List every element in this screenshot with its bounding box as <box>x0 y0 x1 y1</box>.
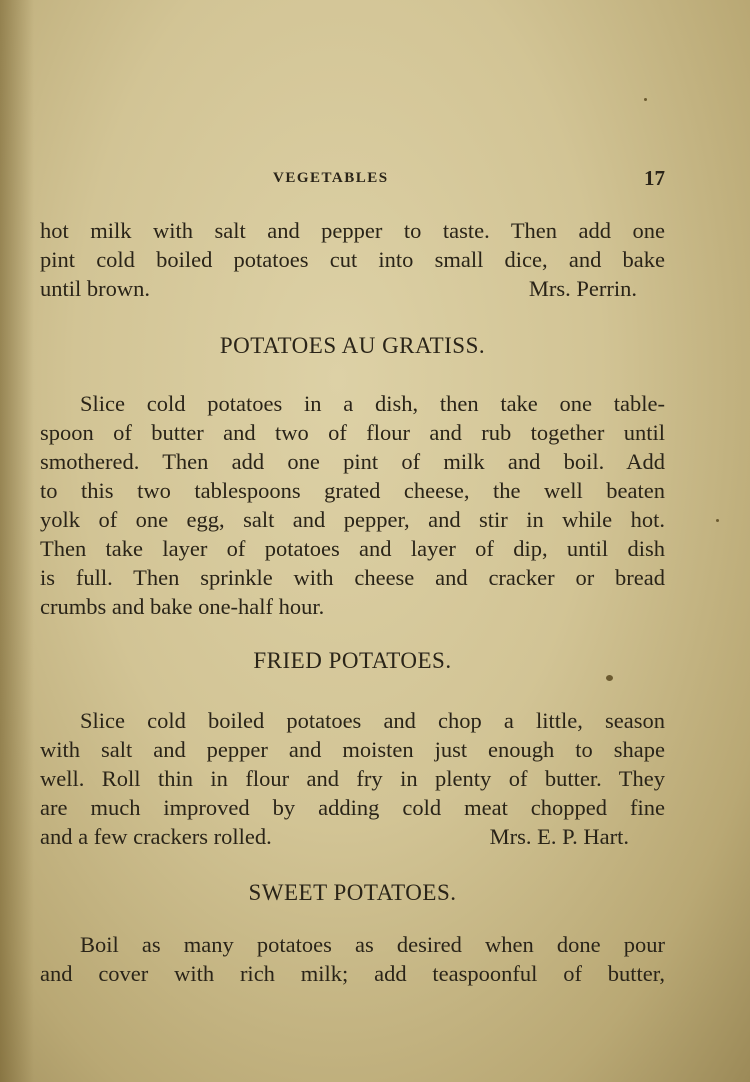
text-line: with salt and pepper and moisten just enough to shape <box>40 737 665 762</box>
page-number: 17 <box>644 166 665 190</box>
text-line: Slice cold potatoes in a dish, then take one table- <box>80 391 665 416</box>
text-line: hot milk with salt and pepper to taste. Then add one <box>40 218 665 243</box>
text-line: until brown. <box>40 276 150 301</box>
text-line: yolk of one egg, salt and pepper, and stir in while hot. <box>40 507 665 532</box>
text-line: pint cold boiled potatoes cut into small dice, and bake <box>40 247 665 272</box>
text-line: well. Roll thin in flour and fry in plenty of butter. They <box>40 766 665 791</box>
signature: Mrs. Perrin. <box>528 276 637 301</box>
recipe-title: FRIED POTATOES. <box>253 648 452 673</box>
paper-speck <box>716 519 719 522</box>
text-line: and a few crackers rolled. <box>40 824 272 849</box>
text-line-with-signature <box>40 274 665 303</box>
text-line: is full. Then sprinkle with cheese and cracker or bread <box>40 565 665 590</box>
text-line: to this two tablespoons grated cheese, the well beaten <box>40 478 665 503</box>
recipe-title: SWEET POTATOES. <box>248 880 457 905</box>
recipe-paragraph <box>40 706 665 851</box>
text-line: Boil as many potatoes as desired when done pour <box>80 932 665 957</box>
intro-paragraph <box>40 216 665 303</box>
recipe-title: POTATOES AU GRATISS. <box>219 333 486 358</box>
text-line: crumbs and bake one-half hour. <box>40 594 325 619</box>
text-line-with-signature <box>40 822 665 851</box>
running-head <box>40 166 665 190</box>
text-line: smothered. Then add one pint of milk and boil. Add <box>40 449 665 474</box>
text-line: spoon of butter and two of flour and rub together until <box>40 420 665 445</box>
recipe-paragraph <box>40 389 665 621</box>
page-gutter-shadow <box>0 0 34 1082</box>
text-line: Slice cold boiled potatoes and chop a little, season <box>80 708 665 733</box>
text-line: and cover with rich milk; add teaspoonful of butter, <box>40 961 665 986</box>
text-line: are much improved by adding cold meat chopped fine <box>40 795 665 820</box>
recipe-paragraph <box>40 930 665 988</box>
text-line: Then take layer of potatoes and layer of dip, until dish <box>40 536 665 561</box>
signature: Mrs. E. P. Hart. <box>489 824 629 849</box>
paper-speck <box>606 675 613 681</box>
running-title: VEGETABLES <box>273 170 389 186</box>
paper-speck <box>644 98 647 101</box>
